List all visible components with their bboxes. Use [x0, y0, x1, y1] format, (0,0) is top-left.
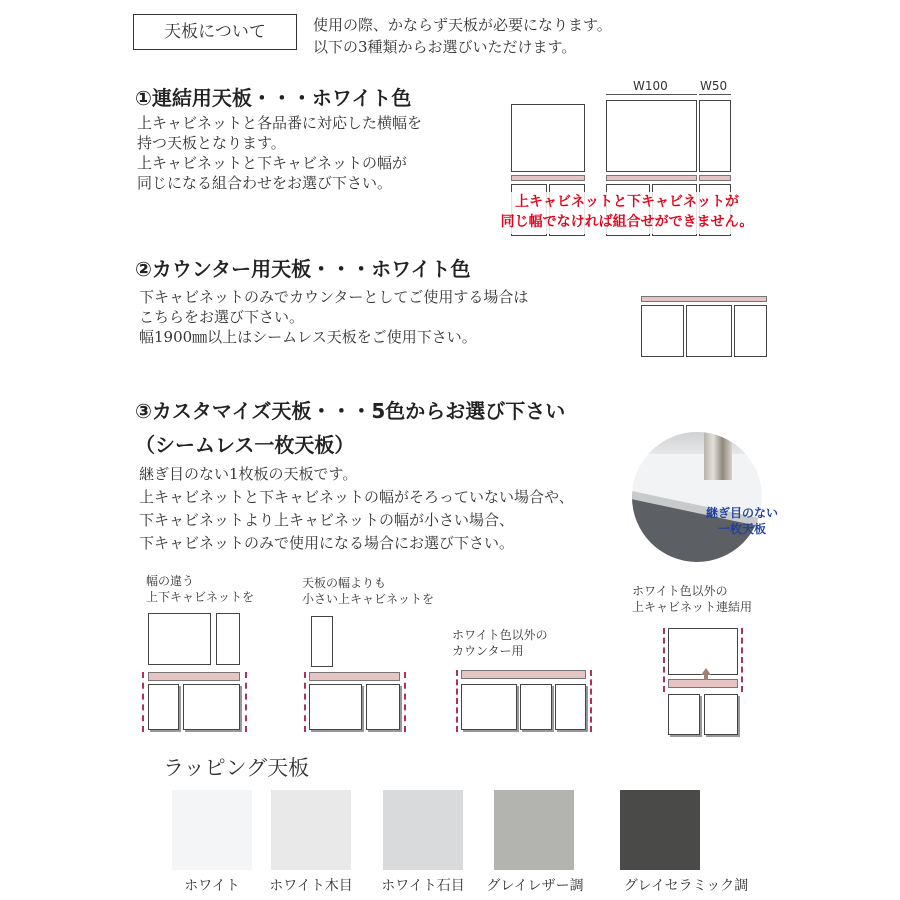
wrapping-title: ラッピング天板 — [163, 756, 310, 780]
diagram-label — [146, 573, 254, 605]
countertop-panel — [699, 175, 731, 181]
lower-cabinet — [183, 684, 240, 730]
lower-cabinet — [309, 684, 362, 730]
intro-line-1: 使用の際、かならず天板が必要になります。 — [313, 16, 612, 34]
seamless-edge-marker — [456, 670, 458, 732]
seamless-edge-marker — [590, 670, 592, 732]
diagram-label — [452, 627, 548, 659]
countertop-panel — [641, 296, 767, 302]
dimension-w100: W100 — [633, 79, 668, 93]
section1-body-line: 上キャビネットと各品番に対応した横幅を — [137, 114, 423, 132]
dimension-line — [606, 94, 697, 95]
diagram-label-line: 天板の幅よりも — [302, 576, 387, 590]
photo-caption — [700, 505, 784, 537]
lower-cabinet — [686, 305, 732, 357]
diagram-label-line: カウンター用 — [452, 644, 524, 658]
warning-line-2: 同じ幅でなければ組合せができません。 — [500, 214, 754, 230]
swatch-white-wood — [271, 790, 351, 870]
section3-body-line: 下キャビネットのみで使用になる場合にお選び下さい。 — [139, 534, 515, 552]
seamless-edge-marker — [663, 628, 665, 692]
section3-title-line: （シームレス一枚天板） — [135, 433, 355, 457]
section2-body-line: こちらをお選び下さい。 — [139, 308, 305, 326]
diagram-label-line: 上下キャビネットを — [146, 590, 255, 604]
warning-line-1: 上キャビネットと下キャビネットが — [515, 194, 739, 210]
diagram-label-line: 幅の違う — [146, 574, 195, 588]
dimension-w50: W50 — [700, 79, 728, 93]
seamless-countertop-photo — [632, 432, 762, 562]
dimension-line — [699, 94, 731, 95]
arrow-up-icon — [701, 668, 711, 675]
swatch-label-white-wood: ホワイト木目 — [269, 878, 353, 894]
lower-cabinet — [734, 305, 767, 357]
upper-cabinet — [606, 100, 697, 172]
section3-body-line: 上キャビネットと下キャビネットの幅がそろっていない場合や、 — [139, 488, 574, 506]
photo-caption-line: 一枚天板 — [717, 522, 766, 536]
section1-body-line: 同じになる組合わせをお選び下さい。 — [137, 174, 393, 192]
lower-cabinet — [668, 694, 700, 735]
diagram-label — [632, 583, 752, 615]
diagram-label-line: 上キャビネット連結用 — [632, 600, 753, 614]
swatch-gray-ceramic — [620, 790, 700, 870]
section3-title-line: ③カスタマイズ天板・・・5色からお選び下さい — [135, 399, 566, 423]
swatch-label-gray-ceramic: グレイセラミック調 — [623, 878, 749, 894]
diagram-label-line: ホワイト色以外の — [632, 584, 728, 598]
swatch-gray-leather — [494, 790, 574, 870]
swatch-label-white: ホワイト — [184, 878, 240, 894]
section1-title: ①連結用天板・・・ホワイト色 — [135, 86, 412, 110]
section2-body-line: 幅1900㎜以上はシームレス天板をご使用下さい。 — [139, 328, 477, 346]
section1-body — [137, 113, 422, 193]
countertop-panel — [606, 175, 697, 181]
diagram-label-line: ホワイト色以外の — [452, 628, 548, 642]
swatch-white-stone — [383, 790, 463, 870]
lower-cabinet — [461, 684, 517, 730]
countertop-panel — [461, 670, 586, 679]
arrow-shaft — [704, 675, 708, 680]
diagram-label — [302, 575, 434, 607]
incompatibility-warning — [466, 192, 788, 234]
seamless-edge-marker — [741, 628, 743, 692]
seamless-edge-marker — [404, 672, 406, 732]
upper-cabinet — [216, 613, 240, 665]
intro-text — [313, 14, 612, 58]
swatch-label-white-stone: ホワイト石目 — [381, 878, 465, 894]
lower-cabinet — [148, 684, 179, 730]
section3-title — [135, 395, 565, 458]
countertop-panel — [148, 672, 240, 681]
countertop-panel — [511, 175, 585, 181]
seamless-edge-marker — [245, 672, 247, 732]
seamless-edge-marker — [304, 672, 306, 732]
section3-body-line: 下キャビネットより上キャビネットの幅が小さい場合、 — [139, 511, 515, 529]
section2-body-line: 下キャビネットのみでカウンターとしてご使用する場合は — [139, 288, 529, 306]
seamless-edge-marker — [142, 672, 144, 732]
swatch-white — [172, 790, 252, 870]
countertop-panel — [668, 679, 738, 688]
diagram-label-line: 小さい上キャビネットを — [302, 592, 435, 606]
section2-body — [139, 287, 528, 347]
lower-cabinet — [704, 694, 738, 735]
lower-cabinet — [555, 684, 586, 730]
upper-cabinet — [511, 104, 585, 172]
section2-title: ②カウンター用天板・・・ホワイト色 — [135, 257, 471, 281]
section-heading-box: 天板について — [133, 14, 297, 50]
lower-cabinet — [366, 684, 400, 730]
swatch-label-gray-leather: グレイレザー調 — [486, 878, 584, 894]
upper-cabinet — [148, 613, 211, 665]
upper-cabinet — [311, 616, 333, 667]
section3-body-line: 継ぎ目のない1枚板の天板です。 — [139, 465, 358, 483]
upper-cabinet — [699, 100, 731, 172]
intro-line-2: 以下の3種類からお選びいただけます。 — [313, 38, 577, 56]
countertop-panel — [309, 672, 400, 681]
lower-cabinet — [520, 684, 552, 730]
section1-body-line: 上キャビネットと下キャビネットの幅が — [137, 154, 408, 172]
section3-body — [139, 463, 574, 555]
section1-body-line: 持つ天板となります。 — [137, 134, 286, 152]
photo-caption-line: 継ぎ目のない — [705, 506, 778, 520]
lower-cabinet — [641, 305, 684, 357]
